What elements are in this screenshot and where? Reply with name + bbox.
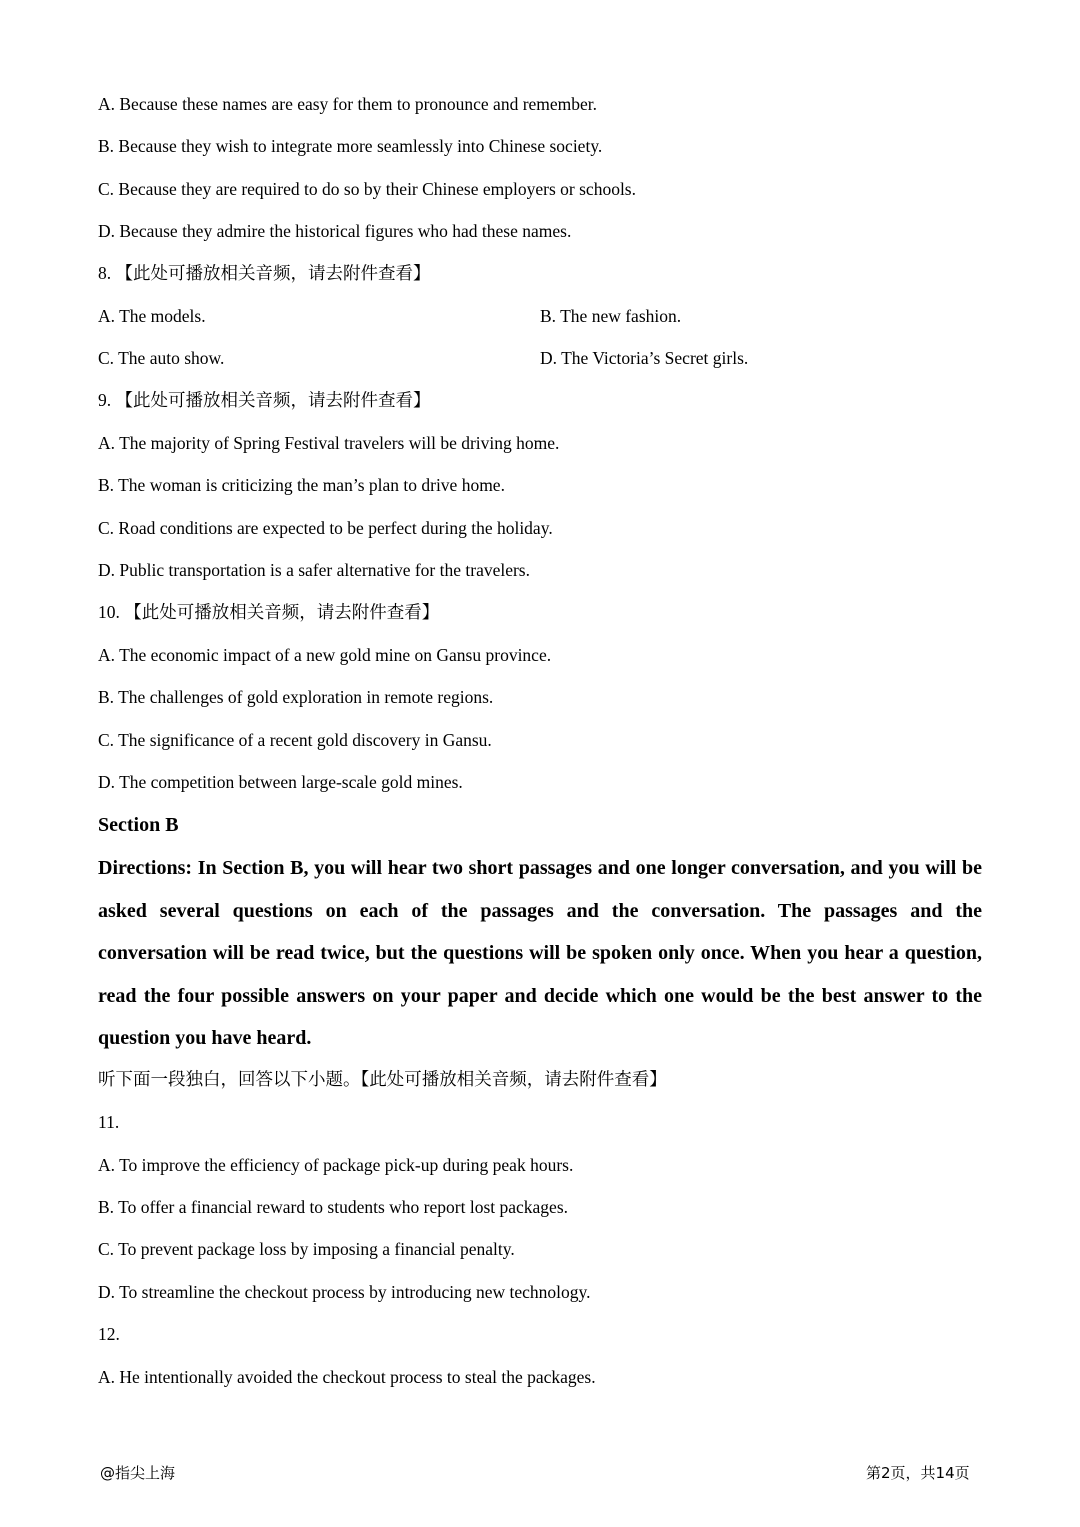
q10-option-a: A. The economic impact of a new gold mine on Gansu province. [98, 645, 552, 665]
q10-option-c: C. The significance of a recent gold discovery in Gansu. [98, 730, 492, 750]
q7-option-a: A. Because these names are easy for them to pronounce and remember. [98, 94, 598, 114]
q10-option-b: B. The challenges of gold exploration in remote regions. [98, 687, 494, 707]
q8-audio-prompt[interactable]: 8. 【此处可播放相关音频，请去附件查看】 [98, 263, 431, 283]
q7-option-b: B. Because they wish to integrate more seamlessly into Chinese society. [98, 136, 603, 156]
q12-option-a: A. He intentionally avoided the checkout process to steal the packages. [98, 1367, 596, 1387]
q9-option-b: B. The woman is criticizing the man’s plan to drive home. [98, 475, 505, 495]
q8-option-c: C. The auto show. [98, 348, 225, 368]
q12-number: 12. [98, 1324, 120, 1344]
q11-option-b: B. To offer a financial reward to students who report lost packages. [98, 1197, 569, 1217]
q10-option-d: D. The competition between large-scale gold mines. [98, 772, 463, 792]
q10-audio-prompt[interactable]: 10. 【此处可播放相关音频，请去附件查看】 [98, 602, 440, 622]
section-b-directions: Directions: In Section B, you will hear two short passages and one longer conversation, and you will be asked several questions on each of the passages and the conversation. The passages and the conversation will be read twice, but the questions will be spoken only once. When you hear a question, read the four possible answers on your paper and decide which one would be the best answer to the question you have heard. [98, 857, 982, 1049]
q9-option-d: D. Public transportation is a safer alternative for the travelers. [98, 560, 530, 580]
q11-option-a: A. To improve the efficiency of package pick-up during peak hours. [98, 1155, 574, 1175]
q8-option-d: D. The Victoria’s Secret girls. [540, 348, 749, 368]
section-b-instruction[interactable]: 听下面一段独白，回答以下小题。【此处可播放相关音频，请去附件查看】 [98, 1069, 667, 1089]
footer-source: @指尖上海 [100, 1464, 176, 1482]
q11-option-d: D. To streamline the checkout process by introducing new technology. [98, 1282, 591, 1302]
q11-number: 11. [98, 1112, 120, 1132]
q11-option-c: C. To prevent package loss by imposing a financial penalty. [98, 1239, 515, 1259]
section-b-title: Section B [98, 814, 179, 836]
q9-audio-prompt[interactable]: 9. 【此处可播放相关音频，请去附件查看】 [98, 390, 431, 410]
footer-page-number: 第2页，共14页 [866, 1464, 970, 1482]
q8-option-b: B. The new fashion. [540, 306, 682, 326]
q7-option-c: C. Because they are required to do so by their Chinese employers or schools. [98, 179, 636, 199]
q9-option-c: C. Road conditions are expected to be perfect during the holiday. [98, 518, 553, 538]
q9-option-a: A. The majority of Spring Festival travelers will be driving home. [98, 433, 560, 453]
q8-option-a: A. The models. [98, 306, 206, 326]
q7-option-d: D. Because they admire the historical figures who had these names. [98, 221, 572, 241]
